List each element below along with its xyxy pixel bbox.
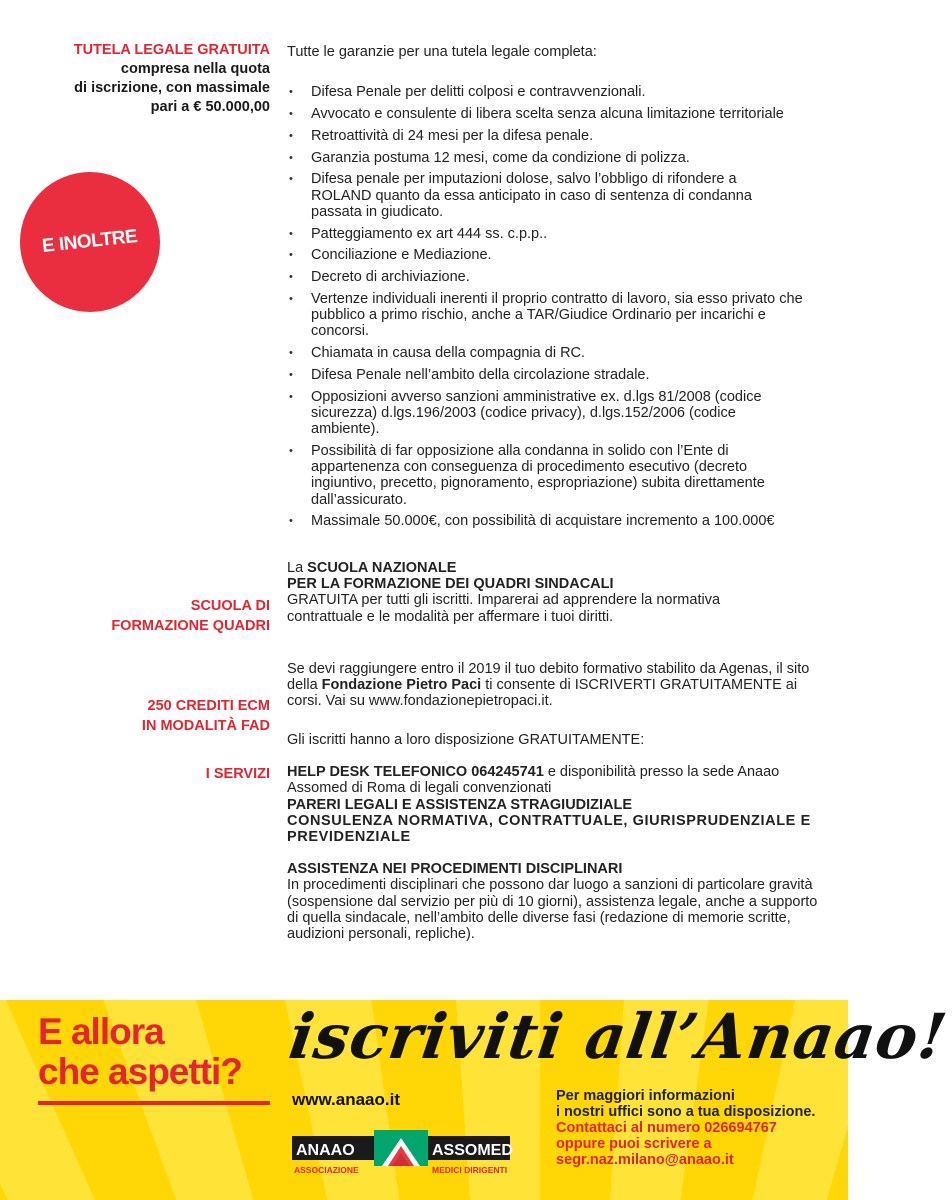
crediti-heading [20, 696, 270, 736]
list-item: • Conciliazione e Mediazione. [287, 247, 822, 263]
tutela-title: TUTELA LEGALE GRATUITA [73, 42, 270, 58]
crediti-bold: Fondazione Pietro Paci [321, 677, 482, 694]
e-inoltre-badge [20, 172, 160, 312]
tutela-line-3: pari a € 50.000,00 [150, 99, 270, 115]
servizi-heading: I SERVIZI [205, 766, 270, 782]
crediti-pre: Se devi raggiungere entro il 2019 il tuo debito formativo stabilito da Agenas, il sito della [287, 661, 810, 694]
list-item: • Difesa Penale per delitti colposi e contravvenzionali. [287, 84, 822, 100]
list-item: • Patteggiamento ex art 444 ss. c.p.p.. [287, 226, 822, 242]
crediti-section [287, 661, 817, 710]
logo-left-text: ANAAO [296, 1142, 355, 1159]
contact-info [556, 1088, 815, 1168]
scuola-title-1 [287, 560, 787, 576]
crediti-text [287, 661, 817, 710]
assistenza-title: ASSISTENZA NEI PROCEDIMENTI DISCIPLINARI [287, 861, 623, 878]
scuola-line-1: SCUOLA DI [190, 598, 270, 614]
list-item: • Possibilità di far opposizione alla condanna in solido con l’Ente di appartenenza con conseguenza di procedimento esecutivo (decreto ingiuntivo, precetto, pignoramento, espropriazione) subita direttamente dall’assicurato. [287, 443, 822, 508]
consulenza: CONSULENZA NORMATIVA, CONTRATTUALE, GIURISPRUDENZIALE E PREVIDENZIALE [287, 812, 811, 846]
scuola-text: GRATUITA per tutti gli iscritti. Imparerai ad apprendere la normativa contrattuale e le modalità per affermare i tuoi diritti. [287, 592, 721, 625]
list-item: • Difesa penale per imputazioni dolose, salvo l’obbligo di rifondere a ROLAND quanto da essa anticipato in caso di sentenza di condanna passata in giudicato. [287, 171, 822, 220]
servizi-section [287, 732, 822, 942]
logo-right-text: ASSOMED [432, 1142, 513, 1159]
crediti-post: ti consente di ISCRIVERTI GRATUITAMENTE ai corsi. Vai su www.fondazionepietropaci.it. [287, 677, 798, 710]
garanzie-intro: Tutte le garanzie per una tutela legale completa: [287, 44, 597, 60]
scuola-la: La [287, 560, 308, 576]
tutela-heading [20, 41, 270, 117]
scuola-title-bold-1: SCUOLA NAZIONALE [307, 560, 457, 576]
garanzie-section [287, 44, 822, 535]
crediti-line-1: 250 CREDITI ECM [147, 698, 270, 714]
tutela-line-1: compresa nella quota [120, 61, 270, 77]
anaao-assomed-logo [292, 1126, 513, 1176]
info-phone: Contattaci al numero 026694767 [556, 1120, 777, 1136]
list-item: • Difesa Penale nell’ambito della circolazione stradale. [287, 367, 822, 383]
help-desk-bold: HELP DESK TELEFONICO 064245741 [287, 764, 544, 781]
cta-underline [38, 1101, 270, 1105]
assistenza-text: In procedimenti disciplinari che possono dar luogo a sanzioni di particolare gravità (sospensione dal servizio per più di 10 giorni), assistenza legale, anche a supporto di quella sindacale, nell’ambito delle diverse fasi (redazione di memorie scritte, audizioni personali, repliche). [287, 877, 818, 943]
list-item: • Decreto di archiviazione. [287, 269, 822, 285]
crediti-line-2: IN MODALITÀ FAD [141, 718, 270, 734]
website-link[interactable]: www.anaao.it [292, 1090, 401, 1109]
list-item: • Chiamata in causa della compagnia di RC. [287, 345, 822, 361]
info-line-4: oppure puoi scrivere a [556, 1136, 712, 1152]
logo-sub-right: MEDICI DIRIGENTI [432, 1165, 508, 1175]
list-item: • Vertenze individuali inerenti il proprio contratto di lavoro, sia esso privato che pubblico a primo rischio, anche a TAR/Giudice Ordinario per incarichi e concorsi. [287, 291, 822, 340]
scuola-title-2: PER LA FORMAZIONE DEI QUADRI SINDACALI [287, 576, 614, 593]
list-item: • Massimale 50.000€, con possibilità di acquistare incremento a 100.000€ [287, 513, 822, 529]
pareri-legali: PARERI LEGALI E ASSISTENZA STRAGIUDIZIALE [287, 796, 633, 813]
list-item: • Avvocato e consulente di libera scelta senza alcuna limitazione territoriale [287, 106, 822, 122]
help-desk-text: e disponibilità presso la sede Anaao Assomed di Roma di legali convenzionati [287, 764, 780, 797]
scuola-line-2: FORMAZIONE QUADRI [111, 618, 270, 634]
scuola-section [287, 560, 787, 625]
cta-line-2: che aspetti? [38, 1051, 242, 1092]
info-line-2: i nostri uffici sono a tua disposizione. [556, 1104, 816, 1120]
list-item: • Opposizioni avverso sanzioni amministrative ex. d.lgs 81/2008 (codice sicurezza) d.lgs.196/2003 (codice privacy), d.lgs.152/2006 (codice ambiente). [287, 389, 822, 438]
cta-line-1: E allora [38, 1011, 164, 1052]
info-line-1: Per maggiori informazioni [556, 1088, 735, 1104]
info-email[interactable]: segr.naz.milano@anaao.it [556, 1152, 734, 1168]
garanzie-list [287, 84, 822, 529]
list-item: • Garanzia postuma 12 mesi, come da condizione di polizza. [287, 150, 822, 166]
scuola-heading [20, 596, 270, 636]
help-desk [287, 764, 822, 796]
cta-headline [38, 1012, 242, 1092]
list-item: • Retroattività di 24 mesi per la difesa penale. [287, 128, 822, 144]
tutela-line-2: di iscrizione, con massimale [74, 80, 270, 96]
badge-label: E INOLTRE [41, 226, 139, 257]
iscriviti-slogan: iscriviti all’Anaao! [284, 1000, 952, 1073]
servizi-intro: Gli iscritti hanno a loro disposizione GRATUITAMENTE: [287, 732, 645, 748]
logo-sub-left: ASSOCIAZIONE [294, 1165, 359, 1175]
